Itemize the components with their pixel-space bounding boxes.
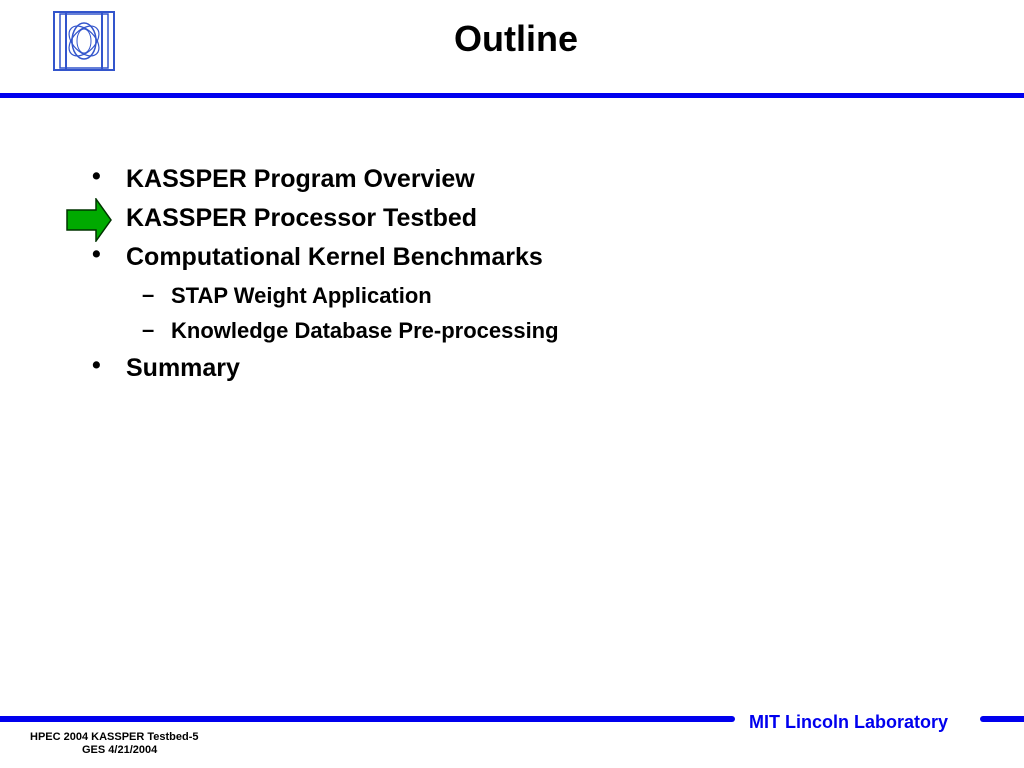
outline-subitem-knowledge-db: Knowledge Database Pre-processing	[171, 318, 559, 343]
footer-slide-id: HPEC 2004 KASSPER Testbed-5	[30, 731, 199, 743]
dash-marker: –	[142, 317, 155, 342]
outline-item-summary: Summary	[126, 354, 240, 382]
outline-item-processor-testbed: KASSPER Processor Testbed	[126, 204, 478, 232]
footer-rule-right	[980, 716, 1024, 722]
slide-title: Outline	[454, 18, 578, 59]
outline-subitem-stap-weight: STAP Weight Application	[171, 283, 432, 308]
organization-label: MIT Lincoln Laboratory	[749, 712, 949, 732]
footer-rule-left	[0, 716, 735, 722]
footer-date: GES 4/21/2004	[82, 744, 158, 756]
bullet-marker: •	[92, 351, 101, 379]
title-divider	[0, 93, 1024, 98]
outline-item-program-overview: KASSPER Program Overview	[126, 165, 475, 193]
outline-item-kernel-benchmarks: Computational Kernel Benchmarks	[126, 243, 543, 271]
dash-marker: –	[142, 282, 155, 307]
arrow-right-icon	[66, 198, 112, 242]
bullet-marker: •	[92, 162, 101, 190]
bullet-marker: •	[92, 240, 101, 268]
